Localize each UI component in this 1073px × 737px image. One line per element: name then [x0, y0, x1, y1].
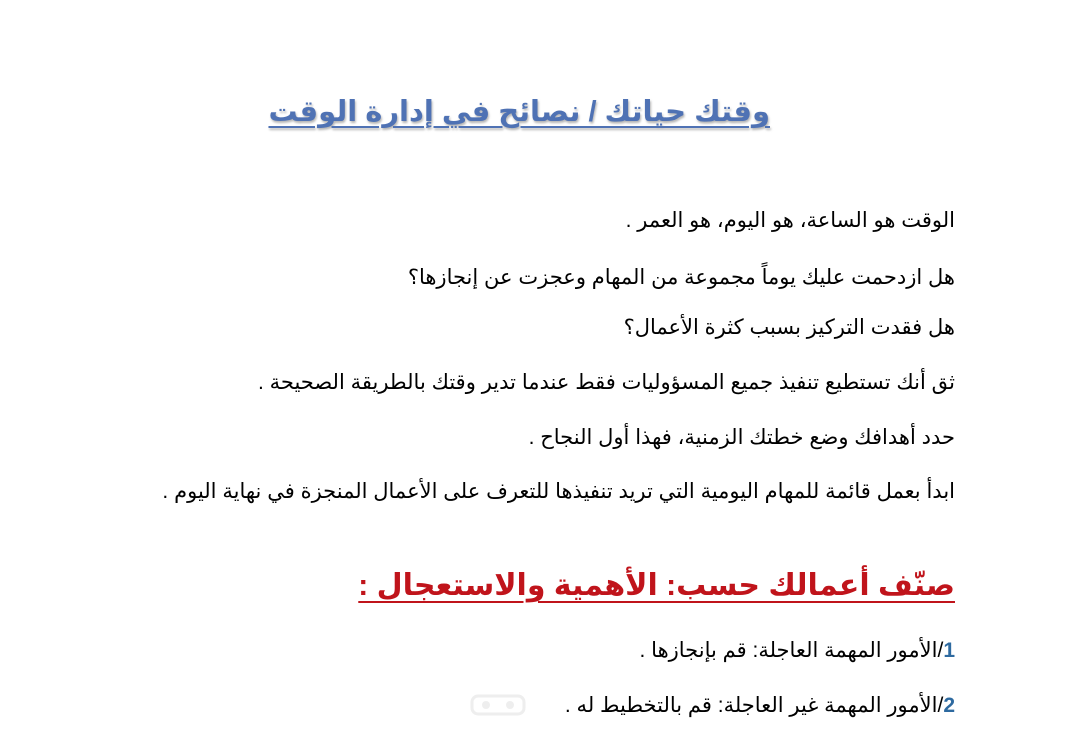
section-heading: صنّف أعمالك حسب: الأهمية والاستعجال :	[358, 569, 955, 602]
list-item-text: /الأمور المهمة العاجلة: قم بإنجازها .	[639, 639, 944, 662]
list-item-number: 2	[943, 694, 955, 717]
document-title: وقتك حياتك / نصائح في إدارة الوقت	[268, 96, 770, 128]
paragraph-2: هل ازدحمت عليك يوماً مجموعة من المهام وعجزت عن إنجازها؟	[407, 266, 955, 289]
list-item-1	[640, 633, 956, 669]
list-item-text: /الأمور المهمة غير العاجلة: قم بالتخطيط له .	[564, 694, 944, 717]
list-item-2	[565, 688, 955, 724]
paragraph-4: ثق أنك تستطيع تنفيذ جميع المسؤوليات فقط عندما تدير وقتك بالطريقة الصحيحة .	[257, 371, 955, 394]
watermark-icon	[468, 690, 528, 720]
paragraph-3: هل فقدت التركيز بسبب كثرة الأعمال؟	[623, 316, 955, 339]
list-item-number: 1	[943, 639, 955, 662]
paragraph-6: ابدأ بعمل قائمة للمهام اليومية التي تريد تنفيذها للتعرف على الأعمال المنجزة في نهاية اليوم .	[162, 480, 955, 503]
paragraph-5: حدد أهدافك وضع خطتك الزمنية، فهذا أول النجاح .	[528, 426, 955, 449]
paragraph-1: الوقت هو الساعة، هو اليوم، هو العمر .	[625, 209, 955, 232]
